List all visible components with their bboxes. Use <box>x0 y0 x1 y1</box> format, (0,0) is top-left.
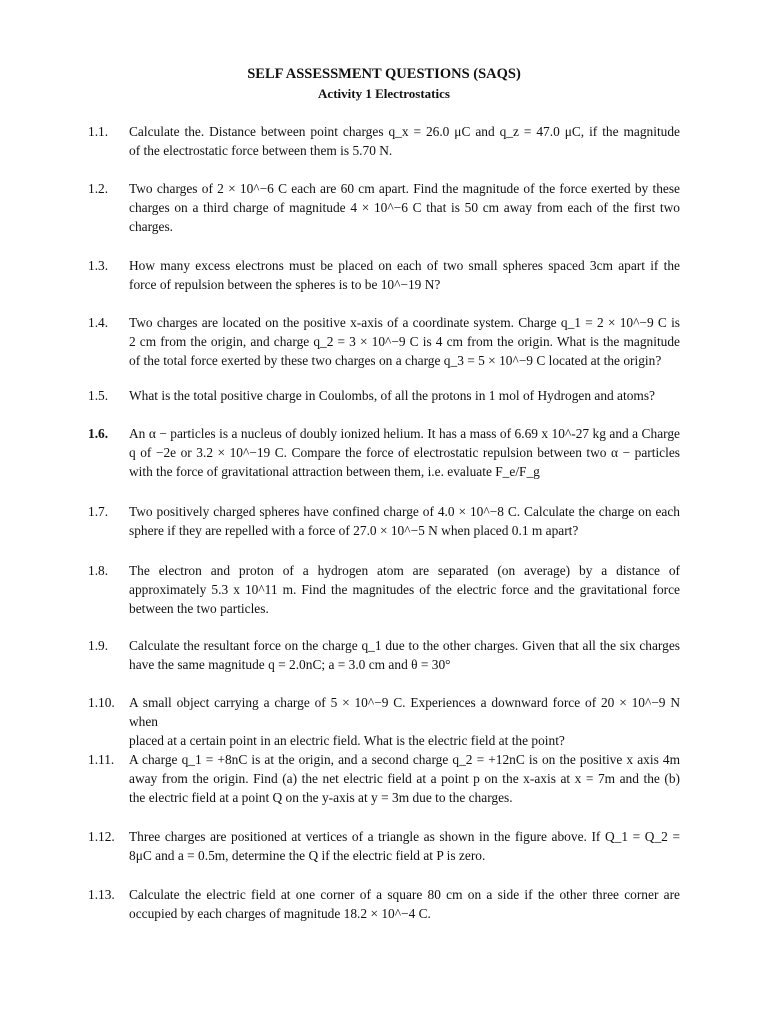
question-line: occupied by each charges of magnitude 18.2 × 10^−4 C. <box>129 906 431 921</box>
question-number: 1.10. <box>88 695 115 710</box>
question-line: 8μC and a = 0.5m, determine the Q if the electric field at P is zero. <box>129 848 486 863</box>
question-line: the electric field at a point Q on the y-axis at y = 3m due to the charges. <box>129 790 513 805</box>
question-line: Calculate the. Distance between point charges q_x = 26.0 μC and q_z = 47.0 μC, if the magnitude <box>129 124 680 139</box>
question-line: sphere if they are repelled with a force of 27.0 × 10^−5 N when placed 0.1 m apart? <box>129 523 579 538</box>
question-line: between the two particles. <box>129 601 269 616</box>
question-number: 1.4. <box>88 315 109 330</box>
question-text <box>129 386 680 405</box>
question-line: Calculate the electric field at one corner of a square 80 cm on a side if the other three corner are <box>129 887 680 902</box>
question-line: with the force of gravitational attraction between them, i.e. evaluate F_e/F_g <box>129 464 540 479</box>
question-text <box>129 561 680 618</box>
question-number: 1.9. <box>88 638 109 653</box>
question-line: 2 cm from the origin, and charge q_2 = 3 × 10^−9 C is 4 cm from the origin. What is the magnitude <box>129 334 680 349</box>
question-number: 1.12. <box>88 829 115 844</box>
question-line: The electron and proton of a hydrogen atom are separated (on average) by a distance of <box>129 563 680 578</box>
question-text <box>129 424 680 481</box>
question-line: Two charges are located on the positive x-axis of a coordinate system. Charge q_1 = 2 × 10^−9 C is <box>129 315 680 330</box>
question-text <box>129 827 680 865</box>
question-line: What is the total positive charge in Coulombs, of all the protons in 1 mol of Hydrogen and atoms? <box>129 388 655 403</box>
question-text <box>129 179 680 236</box>
question-text <box>129 636 680 674</box>
question-line: have the same magnitude q = 2.0nC; a = 3.0 cm and θ = 30° <box>129 657 451 672</box>
question-text <box>129 313 680 370</box>
question-line: Three charges are positioned at vertices of a triangle as shown in the figure above. If Q_1 = Q_2 = <box>129 829 680 844</box>
question-text <box>129 693 680 750</box>
question-line: Calculate the resultant force on the charge q_1 due to the other charges. Given that all the six charges <box>129 638 680 653</box>
question-text <box>129 750 680 807</box>
question-number: 1.7. <box>88 504 109 519</box>
question-number: 1.11. <box>88 752 115 767</box>
question-line: approximately 5.3 x 10^11 m. Find the magnitudes of the electric force and the gravitational force <box>129 582 680 597</box>
question-number: 1.8. <box>88 563 109 578</box>
question-line: How many excess electrons must be placed on each of two small spheres spaced 3cm apart if the <box>129 258 680 273</box>
question-number: 1.3. <box>88 258 109 273</box>
question-text <box>129 885 680 923</box>
question-line: charges on a third charge of magnitude 4 × 10^−6 C that is 50 cm away from each of the first two <box>129 200 680 215</box>
question-line: force of repulsion between the spheres is to be 10^−19 N? <box>129 277 441 292</box>
question-line: q of −2e or 3.2 × 10^−19 C. Compare the force of electrostatic repulsion between two α − particles <box>129 445 680 460</box>
question-line: of the total force exerted by these two charges on a charge q_3 = 5 × 10^−9 C located at the origin? <box>129 353 662 368</box>
question-line: Two positively charged spheres have confined charge of 4.0 × 10^−8 C. Calculate the charge on each <box>129 504 680 519</box>
question-number: 1.1. <box>88 124 109 139</box>
question-number: 1.2. <box>88 181 109 196</box>
question-text <box>129 122 680 160</box>
question-line: Two charges of 2 × 10^−6 C each are 60 cm apart. Find the magnitude of the force exerted by these <box>129 181 680 196</box>
question-line: of the electrostatic force between them is 5.70 N. <box>129 143 393 158</box>
question-line: away from the origin. Find (a) the net electric field at a point p on the x-axis at x = 7m and the (b) <box>129 771 680 786</box>
question-line: placed at a certain point in an electric field. What is the electric field at the point? <box>129 733 565 748</box>
question-line: A small object carrying a charge of 5 × 10^−9 C. Experiences a downward force of 20 × 10^−9 N when <box>129 695 680 729</box>
question-line: An α − particles is a nucleus of doubly ionized helium. It has a mass of 6.69 x 10^-27 kg and a Charge <box>129 426 680 441</box>
question-text <box>129 256 680 294</box>
question-number: 1.6. <box>88 426 109 441</box>
question-number: 1.13. <box>88 887 115 902</box>
question-line: A charge q_1 = +8nC is at the origin, and a second charge q_2 = +12nC is on the positive x axis 4m <box>129 752 680 767</box>
question-line: charges. <box>129 219 173 234</box>
page-subtitle: Activity 1 Electrostatics <box>318 86 450 101</box>
page-title: SELF ASSESSMENT QUESTIONS (SAQS) <box>247 66 521 82</box>
question-number: 1.5. <box>88 388 109 403</box>
question-text <box>129 502 680 540</box>
